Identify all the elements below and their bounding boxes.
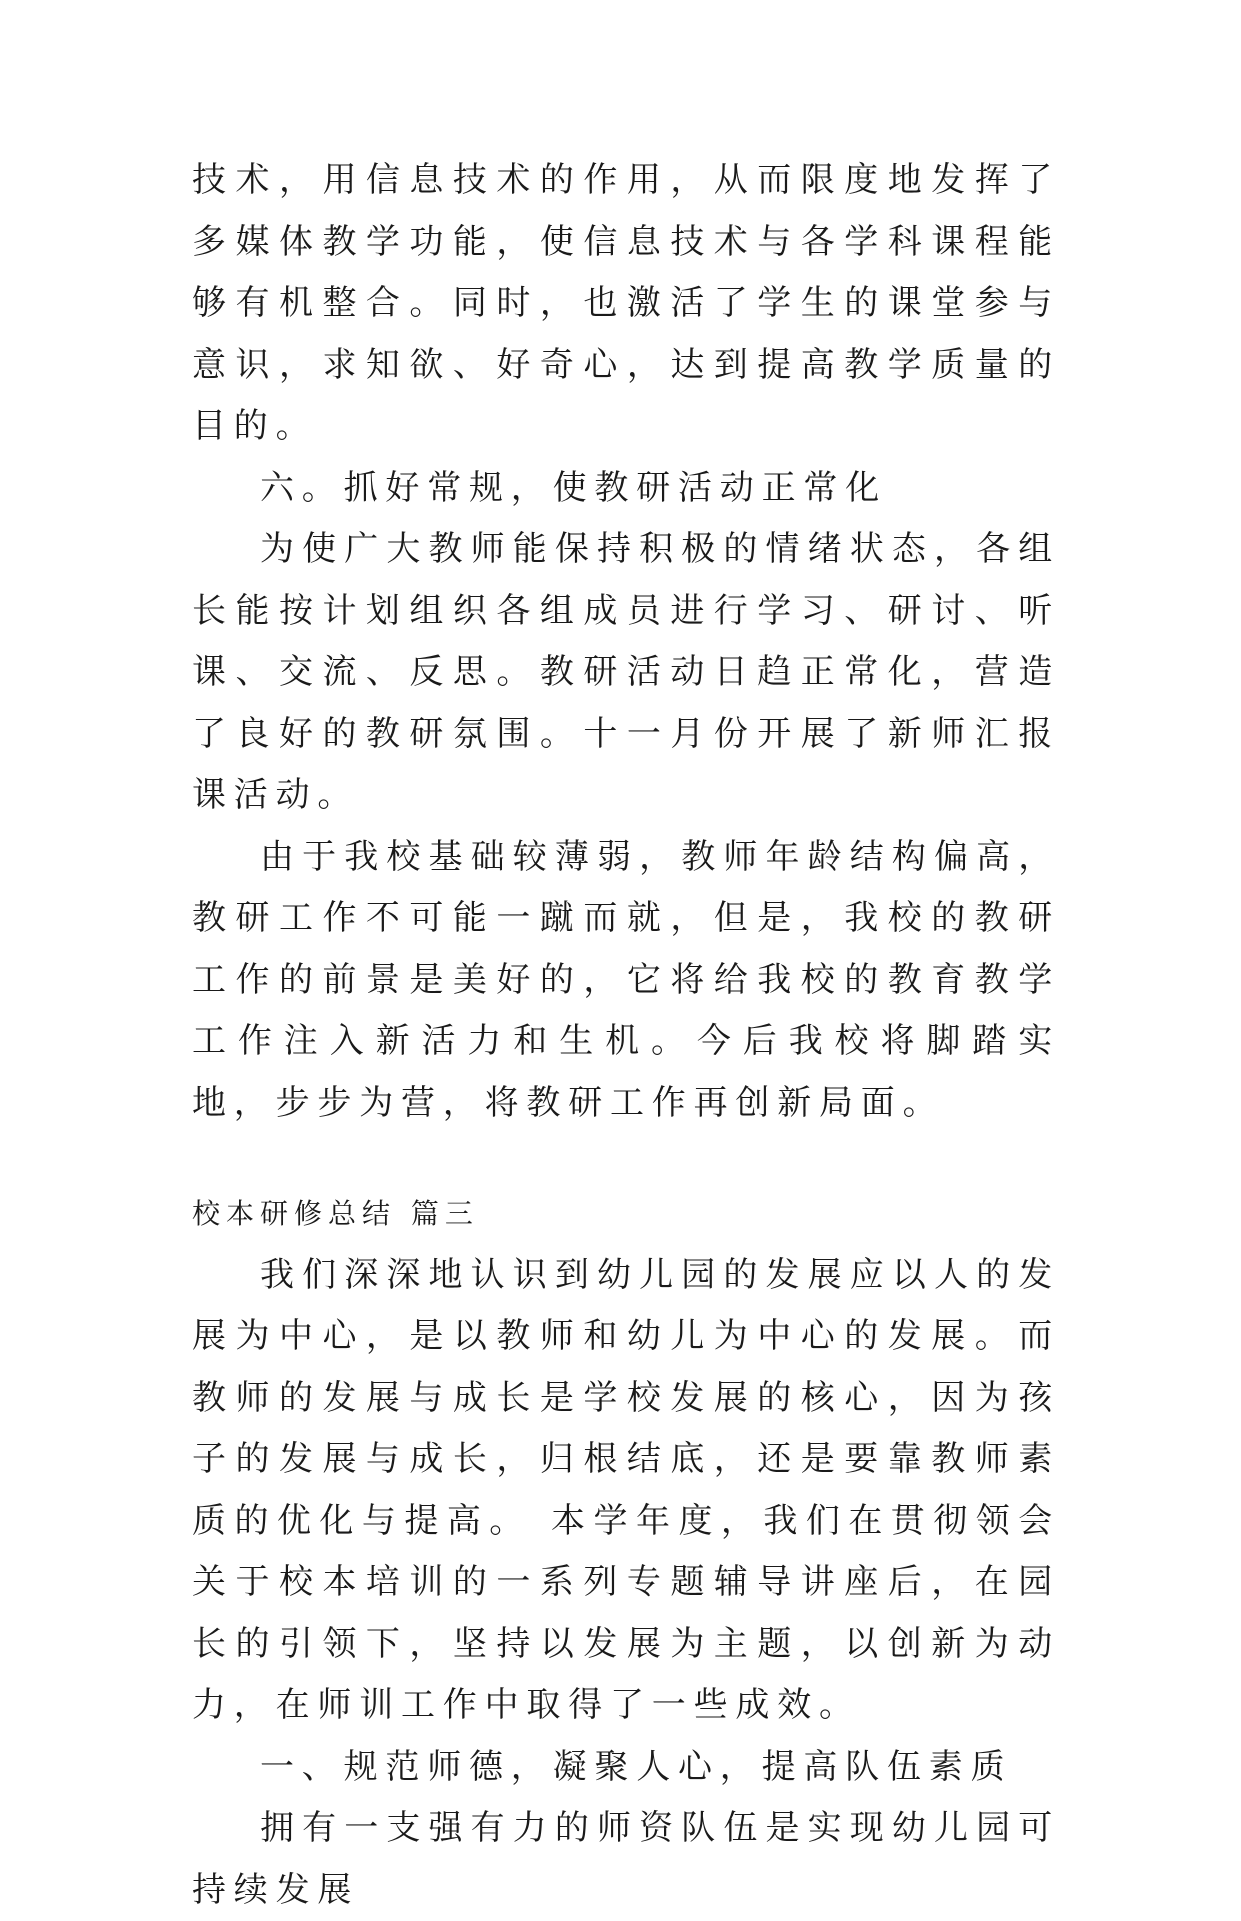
paragraph-teacher-team: 拥有一支强有力的师资队伍是实现幼儿园可持续发展: [192, 1808, 1060, 1910]
section-title: 校本研修总结 篇三: [192, 1197, 479, 1230]
paragraph-conclusion: 由于我校基础较薄弱，教师年龄结构偏高，教研工作不可能一蹴而就，但是，我校的教研工作的前景是美好的，它将给我校的教育教学工作注入新活力和生机。今后我校将脚踏实地，步步为营，将教研工作再创新局面。: [192, 836, 1060, 1123]
section-heading-one: 一、规范师德，凝聚人心，提高队伍素质: [260, 1746, 1013, 1787]
paragraph-teaching-research: 为使广大教师能保持积极的情绪状态，各组长能按计划组织各组成员进行学习、研讨、听课、交流、反思。教研活动日趋正常化，营造了良好的教研氛围。十一月份开展了新师汇报课活动。: [192, 529, 1060, 815]
document-body: [192, 150, 1060, 1921]
paragraph-continued: 技术，用信息技术的作用，从而限度地发挥了多媒体教学功能，使信息技术与各学科课程能够有机整合。同时，也激活了学生的课堂参与意识，求知欲、好奇心，达到提高教学质量的目的。: [192, 160, 1060, 446]
section-heading-six: 六。抓好常规，使教研活动正常化: [260, 467, 887, 508]
spacer: [192, 1134, 1060, 1183]
paragraph-intro: 我们深深地认识到幼儿园的发展应以人的发展为中心，是以教师和幼儿为中心的发展。而教师的发展与成长是学校发展的核心，因为孩子的发展与成长，归根结底，还是要靠教师素质的优化与提高。 本学年度，我们在贯彻领会关于校本培训的一系列专题辅导讲座后，在园长的引领下，坚持以发展为主题，以创新为动力，在师训工作中取得了一些成效。: [192, 1254, 1060, 1725]
